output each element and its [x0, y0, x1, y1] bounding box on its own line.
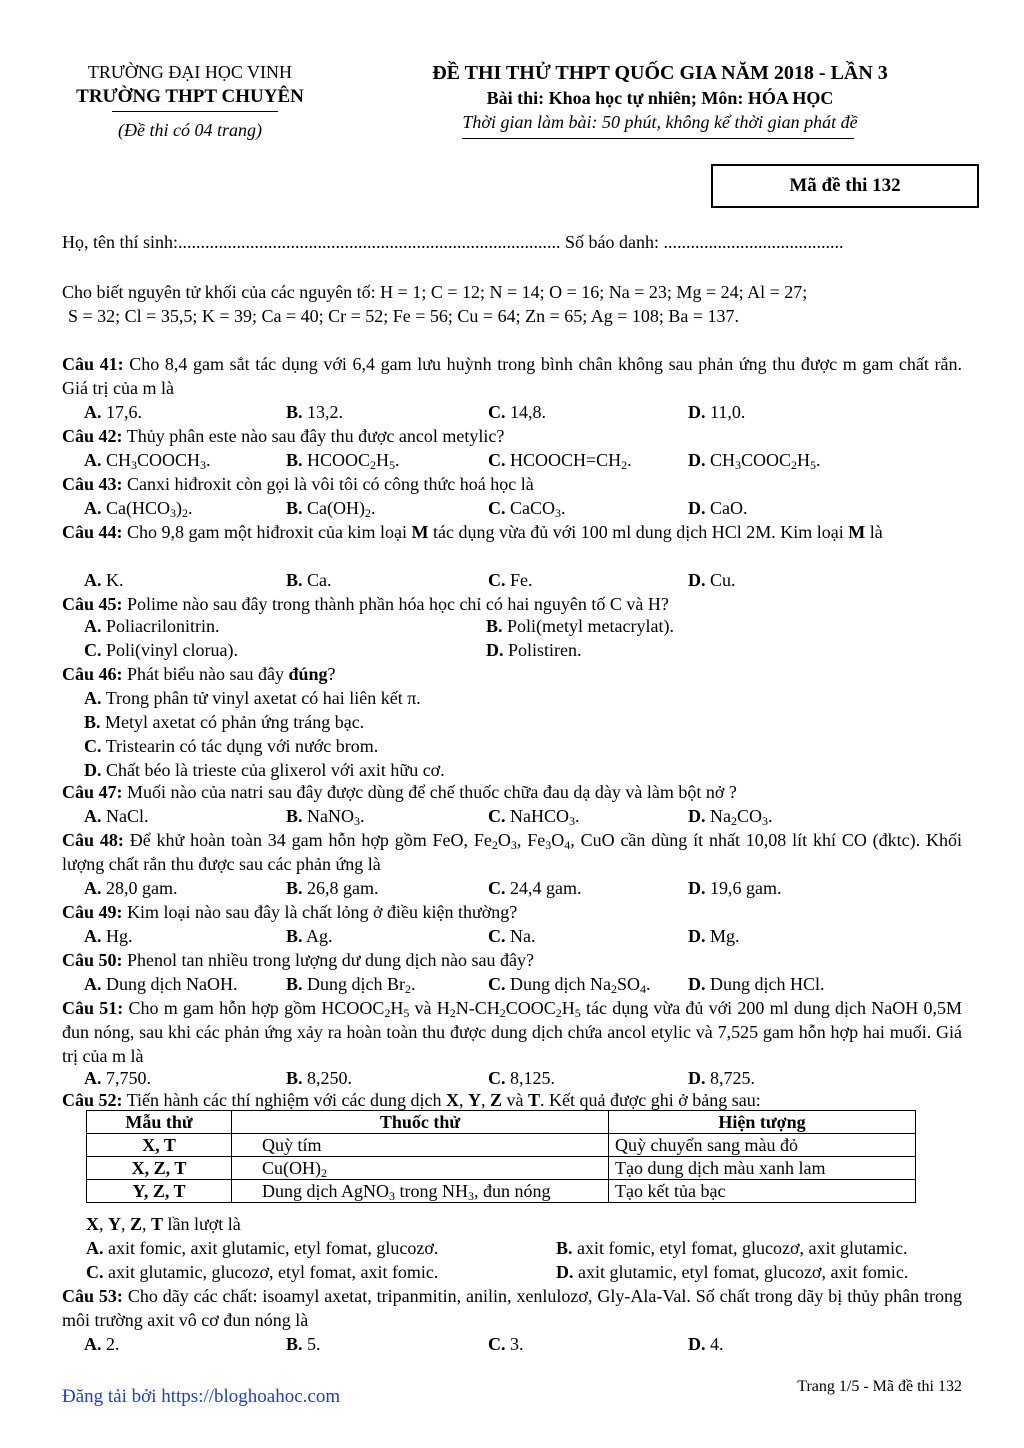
option-d[interactable]: D. 4.: [688, 1334, 724, 1354]
q46-option-a-row: [62, 686, 962, 710]
question-label: Câu 52:: [62, 1090, 123, 1110]
student-info-line: Họ, tên thí sinh:..................................................................................... Số báo danh: ........................................: [62, 232, 844, 252]
option-d[interactable]: D. Chất béo là trieste của glixerol với axit hữu cơ.: [84, 760, 445, 780]
question-45: [62, 592, 962, 616]
experiment-table: [86, 1110, 916, 1203]
option-c[interactable]: C. Tristearin có tác dụng với nước brom.: [84, 736, 379, 756]
question-label: Câu 51:: [62, 998, 124, 1018]
option-d[interactable]: D. $Na_2CO_3$.: [688, 806, 773, 828]
question-label: Câu 44:: [62, 522, 123, 542]
option-a[interactable]: A. 2.: [84, 1334, 120, 1354]
question-text: Thủy phân este nào sau đây thu được ancol metylic?: [126, 426, 505, 446]
option-c[interactable]: C. 14,8.: [488, 402, 546, 422]
school-name: TRƯỜNG THPT CHUYÊN: [76, 86, 304, 107]
question-text: Cho dãy các chất: isoamyl axetat, tripanmitin, anilin, xenlulozơ, Gly-Ala-Val. Số chất trong dãy bị thủy phân trong môi trường axit vô cơ đun nóng là: [62, 1286, 963, 1330]
option-b[interactable]: B. Metyl axetat có phản ứng tráng bạc.: [84, 712, 365, 732]
option-d[interactable]: D. CaO.: [688, 498, 748, 518]
option-c[interactable]: C. 3.: [488, 1334, 524, 1354]
question-label: Câu 48:: [62, 830, 124, 850]
question-51: Câu 51: Cho m gam hỗn hợp gồm $HCOOC_2H_5$ và $H_2N-CH_2COOC_2H_5$ tác dụng vừa đủ với 200 ml dung dịch NaOH 0,5M đun nóng, sau khi các phản ứng xảy ra hoàn toàn thu được dung dịch chứa ancol etylic và 7,525 gam hỗn hợp hai muối. Giá trị của m là: [62, 998, 962, 1066]
table-row: [87, 1157, 916, 1180]
cell-sample: X, T: [87, 1134, 232, 1157]
q46-option-d-row: [62, 758, 962, 782]
option-b[interactable]: B. Dung dịch $Br_2$.: [286, 974, 416, 996]
option-a[interactable]: A. Trong phân tử vinyl axetat có hai liên kết π.: [84, 688, 421, 708]
exam-time: Thời gian làm bài: 50 phút, không kể thời gian phát đề: [462, 112, 858, 132]
option-b[interactable]: B. 5.: [286, 1334, 321, 1354]
cell-reagent: Dung dịch AgNO$_3$ trong $NH_3$, đun nóng: [232, 1180, 609, 1203]
exam-title: ĐỀ THI THỬ THPT QUỐC GIA NĂM 2018 - LẦN 3: [432, 62, 888, 84]
question-label: Câu 41:: [62, 354, 124, 374]
question-44: Câu 44: Cho 9,8 gam một hiđroxit của kim loại M tác dụng vừa đủ với 100 ml dung dịch HCl 2M. Kim loại M là: [62, 522, 883, 542]
option-d[interactable]: D. Cu.: [688, 570, 736, 590]
question-text: Muối nào của natri sau đây được dùng để chế thuốc chữa đau dạ dày và làm bột nở ?: [127, 782, 737, 802]
header-result: Hiện tượng: [609, 1111, 916, 1134]
option-c[interactable]: C. CaCO$_3$.: [488, 498, 566, 520]
option-c[interactable]: C. axit glutamic, glucozơ, etyl fomat, axit fomic.: [86, 1262, 439, 1282]
option-a[interactable]: A. 17,6.: [84, 402, 142, 422]
q43-options: [62, 496, 962, 520]
q52-options-row1: [62, 1236, 962, 1260]
q42-options: [62, 448, 962, 472]
q46-option-b-row: [62, 710, 962, 734]
q47-options: [62, 804, 962, 828]
question-52: Câu 52: Tiến hành các thí nghiệm với các dung dịch X, Y, Z và T. Kết quả được ghi ở bảng sau:: [62, 1090, 761, 1110]
exam-code-box: Mã đề thi 132: [711, 164, 979, 208]
cell-sample: X, Z, T: [87, 1157, 232, 1180]
question-label: Câu 49:: [62, 902, 123, 922]
option-c[interactable]: C. Fe.: [488, 570, 533, 590]
question-label: Câu 42:: [62, 426, 123, 446]
question-49: [62, 900, 962, 924]
option-b[interactable]: B. Ca.: [286, 570, 332, 590]
table-row: [87, 1134, 916, 1157]
question-label: Câu 50:: [62, 950, 123, 970]
option-a[interactable]: A. 28,0 gam.: [84, 878, 178, 898]
option-d[interactable]: D. $CH_3COOC_2H_5$.: [688, 450, 821, 472]
option-a[interactable]: A. Hg.: [84, 926, 133, 946]
question-text: Phenol tan nhiều trong lượng dư dung dịch nào sau đây?: [127, 950, 534, 970]
option-b[interactable]: B. $Ca(OH)_2$.: [286, 498, 376, 520]
question-41: [62, 352, 962, 400]
q44-options: [62, 568, 962, 592]
table-header-row: [87, 1111, 916, 1134]
option-c[interactable]: C. Na.: [488, 926, 536, 946]
uploaded-by-link[interactable]: Đăng tải bởi https://bloghoahoc.com: [62, 1386, 341, 1407]
option-c[interactable]: C. $HCOOCH=CH_2$.: [488, 450, 632, 472]
page-info: Trang 1/5 - Mã đề thi 132: [797, 1378, 962, 1395]
option-a[interactable]: A. $Ca(HCO_3)_2$.: [84, 498, 193, 520]
option-a[interactable]: A. $CH_3COOCH_3$.: [84, 450, 211, 472]
option-b[interactable]: B. 8,250.: [286, 1068, 353, 1088]
header-sample: Mẫu thử: [87, 1111, 232, 1134]
question-label: Câu 46:: [62, 664, 123, 684]
q41-options: [62, 400, 962, 424]
question-label: Câu 43:: [62, 474, 123, 494]
q45-options-row1: [62, 614, 962, 638]
time-underline: [462, 138, 854, 139]
option-c[interactable]: C. 24,4 gam.: [488, 878, 582, 898]
cell-reagent: Quỳ tím: [232, 1134, 609, 1157]
question-43: [62, 472, 962, 496]
option-c[interactable]: C. 8,125.: [488, 1068, 555, 1088]
q52-answer-intro: X, Y, Z, T lần lượt là: [86, 1214, 241, 1234]
cell-result: Tạo dung dịch màu xanh lam: [609, 1157, 916, 1180]
question-text: Kim loại nào sau đây là chất lỏng ở điều kiện thường?: [127, 902, 518, 922]
option-b[interactable]: B. axit fomic, etyl fomat, glucozơ, axit glutamic.: [556, 1238, 908, 1258]
header-reagent: Thuốc thử: [232, 1111, 609, 1134]
option-b[interactable]: B. 13,2.: [286, 402, 344, 422]
option-d[interactable]: D. 8,725.: [688, 1068, 755, 1088]
option-d[interactable]: D. axit glutamic, etyl fomat, glucozơ, axit fomic.: [556, 1262, 909, 1282]
option-d[interactable]: D. Polistiren.: [486, 640, 582, 660]
option-a[interactable]: A. 7,750.: [84, 1068, 151, 1088]
option-c[interactable]: C. Poli(vinyl clorua).: [84, 640, 238, 660]
option-d[interactable]: D. 19,6 gam.: [688, 878, 782, 898]
question-53: [62, 1284, 962, 1332]
q52-options-row2: [62, 1260, 962, 1284]
cell-result: Quỳ chuyển sang màu đỏ: [609, 1134, 916, 1157]
option-d[interactable]: D. Dung dịch HCl.: [688, 974, 825, 994]
question-label: Câu 53:: [62, 1286, 123, 1306]
option-b[interactable]: B. $HCOOC_2H_5$.: [286, 450, 400, 472]
table-row: [87, 1180, 916, 1203]
option-b[interactable]: B. NaNO$_3$.: [286, 806, 365, 828]
option-a[interactable]: A. K.: [84, 570, 124, 590]
cell-result: Tạo kết tủa bạc: [609, 1180, 916, 1203]
question-label: Câu 47:: [62, 782, 123, 802]
option-a[interactable]: A. Poliacrilonitrin.: [84, 616, 220, 636]
option-b[interactable]: B. 26,8 gam.: [286, 878, 379, 898]
option-c[interactable]: C. Dung dịch $Na_2SO_4$.: [488, 974, 651, 996]
atomic-masses-line-1: Cho biết nguyên tử khối của các nguyên tố: H = 1; C = 12; N = 14; O = 16; Na = 23; Mg = 24; Al = 27;: [62, 282, 808, 302]
option-b[interactable]: B. Ag.: [286, 926, 333, 946]
question-42: [62, 424, 962, 448]
option-c[interactable]: C. NaHCO$_3$.: [488, 806, 580, 828]
option-a[interactable]: A. Dung dịch NaOH.: [84, 974, 238, 994]
question-text: Polime nào sau đây trong thành phần hóa học chỉ có hai nguyên tố C và H?: [127, 594, 669, 614]
question-50: [62, 948, 962, 972]
university-name: TRƯỜNG ĐẠI HỌC VINH: [87, 62, 293, 82]
question-46: Câu 46: Phát biểu nào sau đây đúng?: [62, 664, 336, 684]
q51-options: [62, 1066, 962, 1090]
question-text: Canxi hiđroxit còn gọi là vôi tôi có công thức hoá học là: [127, 474, 534, 494]
question-48: Câu 48: Để khử hoàn toàn 34 gam hỗn hợp gồm FeO, $Fe_2O_3$, $Fe_3O_4$, CuO cần dùng ít nhất 10,08 lít khí CO (đktc). Khối lượng chất rắn thu được sau các phản ứng là: [62, 830, 963, 874]
option-d[interactable]: D. Mg.: [688, 926, 740, 946]
question-label: Câu 45:: [62, 594, 123, 614]
q53-options: [62, 1332, 962, 1356]
cell-reagent: $Cu(OH)_2$: [232, 1157, 609, 1180]
option-d[interactable]: D. 11,0.: [688, 402, 746, 422]
q49-options: [62, 924, 962, 948]
q45-options-row2: [62, 638, 962, 662]
exam-subject: Bài thi: Khoa học tự nhiên; Môn: HÓA HỌC: [486, 88, 834, 108]
q46-option-c-row: [62, 734, 962, 758]
option-a[interactable]: A. NaCl.: [84, 806, 149, 826]
option-a[interactable]: A. axit fomic, axit glutamic, etyl fomat, glucozơ.: [86, 1238, 439, 1258]
q48-options: [62, 876, 962, 900]
atomic-masses-line-2: S = 32; Cl = 35,5; K = 39; Ca = 40; Cr = 52; Fe = 56; Cu = 64; Zn = 65; Ag = 108; Ba = 137.: [68, 306, 740, 326]
option-b[interactable]: B. Poli(metyl metacrylat).: [486, 616, 674, 636]
cell-sample: Y, Z, T: [87, 1180, 232, 1203]
header-divider: [112, 111, 278, 112]
q50-options: [62, 972, 962, 996]
pages-note: (Đề thi có 04 trang): [118, 120, 262, 140]
question-47: [62, 780, 962, 804]
question-text: Cho 8,4 gam sắt tác dụng với 6,4 gam lưu huỳnh trong bình chân không sau phản ứng thu được m gam chất rắn. Giá trị của m là: [62, 354, 963, 398]
